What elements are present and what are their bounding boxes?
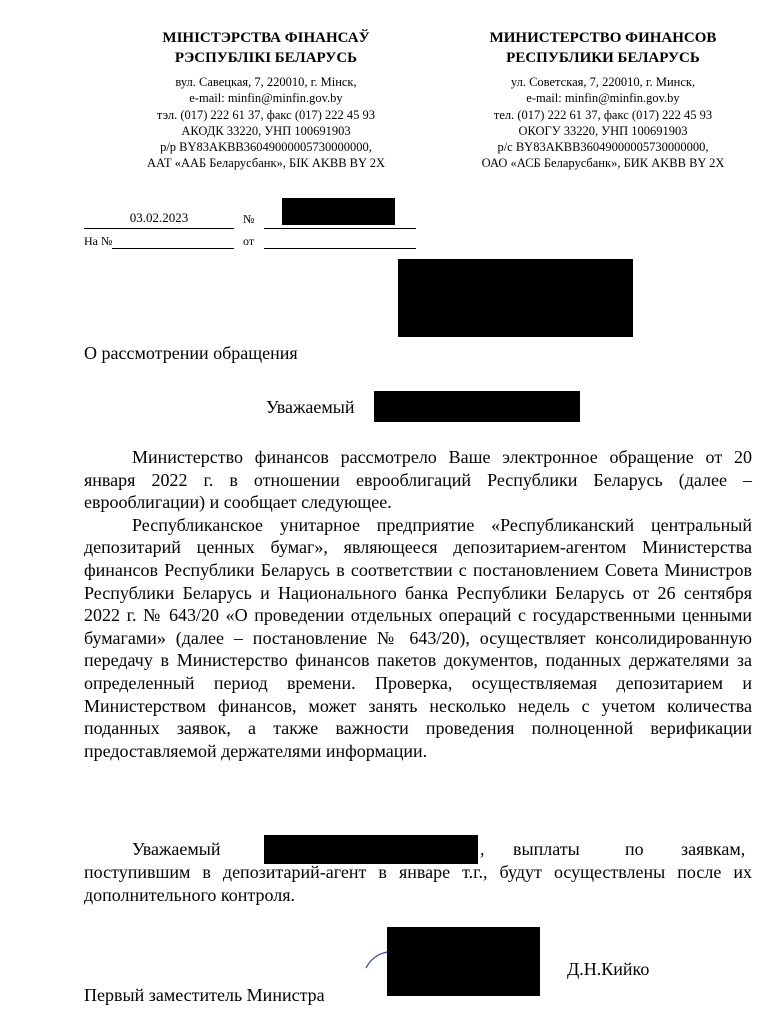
letterhead-by-title-1: МІНІСТЭРСТВА ФІНАНСАЎ: [162, 30, 370, 46]
redacted-final-name: [264, 835, 478, 864]
incoming-date-line: [264, 248, 416, 249]
body-paragraph-2: Республиканское унитарное предприятие «Республиканский центральный депозитарий ценных бумаг», являющееся депозитарием-агентом Министерства финансов Республики Беларусь в соответствии с постановлением Совета Министров Республики Беларусь и Национального банка Республики Беларусь от 26 сентября 2022 г. № 643/20 «О проведении отдельных операций с государственными ценными бумагами» (далее – постановление № 643/20), осуществляет консолидированную передачу в Министерство финансов пакетов документов, поданных держателями за определенный период времени. Проверка, осуществляемая депозитарием и Министерством финансов, может занять несколько недель с учетом количества поданных заявок, а также важности проведения полноценной верификации предоставляемой держателями информации.: [84, 514, 752, 761]
letterhead-by-phone: тэл. (017) 222 61 37, факс (017) 222 45 93: [156, 107, 376, 122]
outgoing-date-line: [84, 228, 234, 229]
letterhead-ru: [433, 28, 773, 172]
incoming-date-label: от: [243, 234, 255, 248]
incoming-number-label: На №: [84, 234, 113, 248]
outgoing-number-label: №: [243, 212, 255, 226]
body-paragraph-1: Министерство финансов рассмотрело Ваше электронное обращение от 20 января 2022 г. в отношении еврооблигаций Республики Беларусь (далее – еврооблигации) и сообщает следующее.: [84, 447, 752, 513]
final-paragraph-lead: Уважаемый: [132, 839, 221, 859]
letter-subject: О рассмотрении обращения: [84, 343, 298, 363]
letterhead-by: [96, 28, 436, 172]
incoming-number-line: [112, 248, 234, 249]
letterhead-by-bank: ААТ «ААБ Беларусбанк», БІК AKBB BY 2X: [146, 156, 385, 171]
letterhead-ru-title-1: МИНИСТЕРСТВО ФИНАНСОВ: [489, 30, 717, 46]
redacted-signature: [387, 927, 540, 996]
signatory-position: Первый заместитель Министра: [84, 985, 325, 1005]
outgoing-date: 03.02.2023: [129, 210, 189, 225]
letterhead-ru-title-2: РЕСПУБЛИКИ БЕЛАРУСЬ: [506, 50, 700, 66]
final-paragraph-rest: [84, 861, 752, 906]
letterhead-by-address: вул. Савецкая, 7, 220010, г. Мінск,: [175, 75, 357, 89]
final-paragraph-word-2: по: [625, 839, 644, 859]
salutation: Уважаемый: [266, 397, 355, 417]
letterhead-ru-email: e-mail: minfin@minfin.gov.by: [526, 91, 680, 106]
outgoing-number-line: [264, 228, 416, 229]
redacted-salutation-name: [374, 391, 580, 422]
letterhead-ru-address: ул. Советская, 7, 220010, г. Минск,: [510, 75, 696, 89]
letterhead-ru-phone: тел. (017) 222 61 37, факс (017) 222 45 93: [493, 107, 713, 122]
letterhead-by-account: р/р BY83AKBB36049000005730000000,: [160, 140, 372, 155]
letterhead-ru-bank: ОАО «АСБ Беларусбанк», БИК AKBB BY 2X: [481, 156, 725, 171]
signatory-name: Д.Н.Кийко: [567, 959, 650, 979]
letterhead-by-title-2: РЭСПУБЛІКІ БЕЛАРУСЬ: [174, 50, 358, 66]
letterhead-by-email: e-mail: minfin@minfin.gov.by: [189, 91, 343, 106]
letter-body: [84, 446, 752, 762]
final-paragraph-word-3: заявкам,: [681, 839, 746, 859]
letterhead-ru-codes: ОКОГУ 33220, УНП 100691903: [518, 123, 688, 138]
final-paragraph-text: поступившим в депозитарий-агент в январе т.г., будут осуществлены после их дополнительного контроля.: [84, 862, 752, 905]
letterhead-by-codes: АКОДК 33220, УНП 100691903: [181, 123, 351, 138]
redacted-outgoing-number: [282, 198, 395, 225]
final-paragraph-comma: ,: [480, 839, 485, 859]
final-paragraph-word-1: выплаты: [513, 839, 580, 859]
redacted-addressee: [398, 259, 633, 337]
letterhead-ru-account: р/с BY83AKBB36049000005730000000,: [497, 140, 709, 155]
